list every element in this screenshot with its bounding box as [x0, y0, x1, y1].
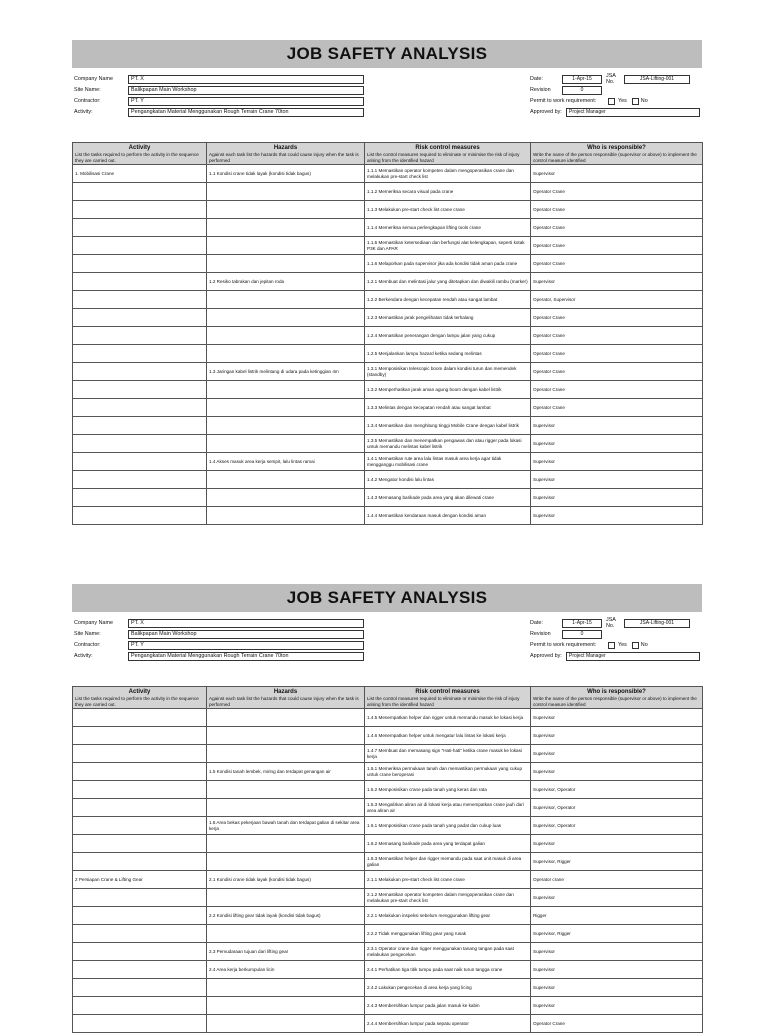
activity-cell [73, 435, 207, 453]
hazard-cell: 2.2 Kondisi lifting gear tidak layak (kondisi tidak bagus) [207, 907, 365, 925]
date-field: 1-Apr-15 [562, 75, 602, 84]
hazard-cell [207, 799, 365, 817]
hazard-cell [207, 219, 365, 237]
table-row [73, 291, 703, 309]
table-row [73, 219, 703, 237]
page-title: JOB SAFETY ANALYSIS [72, 584, 702, 612]
responsible-cell: Operator Crane [531, 183, 703, 201]
table-row [73, 345, 703, 363]
responsible-cell: Operator Crane [531, 327, 703, 345]
responsible-header: Who is responsible? Write the name of the person responsible (supervisor or above) to implement the control measure identified [531, 687, 703, 709]
hazard-cell [207, 201, 365, 219]
info-block [72, 74, 702, 142]
activity-cell [73, 273, 207, 291]
date-label: Date: [530, 76, 543, 82]
permit-no-checkbox[interactable] [632, 98, 639, 105]
table-row [73, 817, 703, 835]
table-row [73, 961, 703, 979]
control-cell: 2.4.1 Perhatikan tiga titik tumpu pada saat naik turun tangga crane [365, 961, 531, 979]
activity-label: Activity: [74, 109, 93, 115]
hazard-cell: 1.2 Resiko tabrakan dan jepitan roda [207, 273, 365, 291]
control-cell: 1.2.4 Memastikan penerangan dengan lampu jalan yang cukup [365, 327, 531, 345]
permit-label: Permit to work requirement: [530, 98, 597, 104]
control-cell: 2.3.1 Operator crane dan rigger menggunakan tanang tangan pada saat melakukan pengecekan [365, 943, 531, 961]
control-cell: 1.4.3 Memasang barikade pada area yang akan dilewati crane [365, 489, 531, 507]
hazard-cell [207, 435, 365, 453]
activity-cell [73, 507, 207, 525]
activity-cell [73, 907, 207, 925]
control-cell: 1.2.1 Membuat dan melintasi jalur yang ditetapkan dan diwakili rambu (marker) [365, 273, 531, 291]
contractor-label: Contractor: [74, 642, 101, 648]
control-cell: 1.1.4 Memeriksa semua perlengkapan lifting tools crane [365, 219, 531, 237]
permit-yes-label: Yes [618, 98, 627, 104]
activity-cell [73, 489, 207, 507]
control-cell: 1.1.3 Melakukan pre-start check list crane crane [365, 201, 531, 219]
hazard-cell [207, 309, 365, 327]
activity-cell [73, 979, 207, 997]
contractor-label: Contractor: [74, 98, 101, 104]
control-cell: 2.4.3 Membersihkan lumpur pada jalan masuk ke kabin [365, 997, 531, 1015]
activity-field: Pengangkatan Material Menggunakan Rough Terrain Crane 70ton [128, 652, 364, 661]
responsible-cell: Supervisor [531, 943, 703, 961]
table-row [73, 799, 703, 817]
permit-no-label: No [640, 98, 648, 104]
control-cell: 1.3.2 Memperhatikan jarak aman agung boom dengan kabel listrik [365, 381, 531, 399]
hazards-header: Hazards Against each task list the hazards that could cause injury when the task is performed [207, 687, 365, 709]
hazard-cell: 1.3 Jaringan kabel listrik melintang di udara pada ketinggian 4m [207, 363, 365, 381]
control-cell: 1.2.3 Memastikan jarak pengelihatan tidak terhalang [365, 309, 531, 327]
control-cell: 1.4.1 Memastikan rute area lalu lintas masuk area kerja agar tidak mengganggu mobilisasi crane [365, 453, 531, 471]
activity-cell [73, 1015, 207, 1033]
control-cell: 1.3.4 Memastikan dan menghitung tinggi Mobile Crane dengan kabel listrik [365, 417, 531, 435]
approved-field: Project Manager [566, 652, 700, 661]
table-row [73, 165, 703, 183]
risk-header: Risk control measures List the control measures required to eliminate or minimise the risk of injury arising from the identified hazard [365, 143, 531, 165]
permit-yes-checkbox[interactable] [608, 642, 615, 649]
activity-cell [73, 345, 207, 363]
hazard-cell: 1.1 Kondisi crane tidak layak (kondisi tidak bagus) [207, 165, 365, 183]
contractor-field: PT. Y [128, 641, 364, 650]
activity-cell [73, 219, 207, 237]
approved-label: Approved by: [530, 109, 562, 115]
activity-cell [73, 745, 207, 763]
control-cell: 1.1.6 Melaporkan pada supervisor jika ada kondisi tidak aman pada crane [365, 255, 531, 273]
permit-no-label: No [640, 642, 648, 648]
control-cell: 1.1.2 Memeriksa secara visual pada crane [365, 183, 531, 201]
control-cell: 1.5.3 Mengalirkan aliran air di lokasi kerja atau menempatkan crane jauh dari area aliran air [365, 799, 531, 817]
hazard-cell [207, 781, 365, 799]
activity-cell [73, 853, 207, 871]
table-row [73, 871, 703, 889]
activity-cell [73, 781, 207, 799]
hazard-cell [207, 997, 365, 1015]
responsible-cell: Supervisor [531, 763, 703, 781]
control-cell: 1.2.5 Menjalankan lampu hazard ketika sedang melintas [365, 345, 531, 363]
hazard-cell [207, 925, 365, 943]
table-row [73, 507, 703, 525]
activity-cell [73, 237, 207, 255]
table-row [73, 273, 703, 291]
hazard-cell [207, 237, 365, 255]
table-row [73, 237, 703, 255]
control-cell: 1.1.5 Memastikan ketersediaan dan berfungsi alat kelengkapan, seperti kotak P3K dan APAR [365, 237, 531, 255]
company-field: PT. X [128, 75, 364, 84]
hazard-cell [207, 745, 365, 763]
responsible-cell: Supervisor [531, 273, 703, 291]
responsible-cell: Supervisor [531, 471, 703, 489]
hazard-cell [207, 345, 365, 363]
hazard-cell [207, 417, 365, 435]
hazard-cell [207, 255, 365, 273]
activity-cell [73, 255, 207, 273]
site-field: Balikpapan Main Workshop [128, 630, 364, 639]
activity-cell [73, 309, 207, 327]
control-cell: 1.6.2 Memasang barikade pada area yang terdapat galian [365, 835, 531, 853]
table-row [73, 997, 703, 1015]
responsible-cell: Operator Crane [531, 1015, 703, 1033]
responsible-cell: Supervisor [531, 745, 703, 763]
table-row [73, 471, 703, 489]
hazard-cell [207, 1015, 365, 1033]
activity-header: Activity List the tasks required to perform the activity in the sequence they are carried out. [73, 687, 207, 709]
control-cell: 1.5.2 Memposisikan crane pada tanah yang keras dan rata [365, 781, 531, 799]
responsible-cell: Operator Crane [531, 255, 703, 273]
jsa-page-1 [72, 40, 702, 518]
responsible-cell: Supervisor, Rigger [531, 853, 703, 871]
table-row [73, 201, 703, 219]
revision-field: 0 [562, 630, 602, 639]
activity-field: Pengangkatan Material Menggunakan Rough Terrain Crane 70ton [128, 108, 364, 117]
table-row [73, 907, 703, 925]
activity-cell [73, 183, 207, 201]
activity-header: Activity List the tasks required to perform the activity in the sequence they are carried out. [73, 143, 207, 165]
responsible-cell: Supervisor [531, 889, 703, 907]
responsible-cell: Supervisor, Operator [531, 817, 703, 835]
responsible-cell: Supervisor, Operator [531, 781, 703, 799]
info-block [72, 618, 702, 686]
table-row [73, 255, 703, 273]
responsible-cell: Supervisor [531, 489, 703, 507]
jsa-field: JSA-Lifting-001 [624, 619, 690, 628]
hazard-cell: 1.5 Kondisi tanah lembek, miring dan terdapat genangan air [207, 763, 365, 781]
activity-cell [73, 471, 207, 489]
hazard-cell [207, 471, 365, 489]
hazard-cell [207, 835, 365, 853]
hazard-cell [207, 889, 365, 907]
table-row [73, 1015, 703, 1033]
company-field: PT. X [128, 619, 364, 628]
table-row [73, 309, 703, 327]
hazards-header: Hazards Against each task list the hazards that could cause injury when the task is performed [207, 143, 365, 165]
date-field: 1-Apr-15 [562, 619, 602, 628]
table-row [73, 763, 703, 781]
control-cell: 1.1.1 Memastikan operator kompeten dalam mengoperasikan crane dan melakukan pre-start check list [365, 165, 531, 183]
activity-cell [73, 291, 207, 309]
activity-cell [73, 889, 207, 907]
activity-cell [73, 709, 207, 727]
control-cell: 1.4.7 Membuat dan memasang sign "Hati-hati" ketika crane masuk ke lokasi kerja [365, 745, 531, 763]
control-cell: 1.6.3 Memastikan helper dan rigger memandu pada saat unit masuk di area galian [365, 853, 531, 871]
responsible-cell: Operator Crane [531, 237, 703, 255]
control-cell: 1.4.2 Mengatur kondisi lalu lintas [365, 471, 531, 489]
hazard-cell: 1.4 Akses masuk area kerja sempit, lalu lintas ramai [207, 453, 365, 471]
permit-no-checkbox[interactable] [632, 642, 639, 649]
approved-field: Project Manager [566, 108, 700, 117]
table-row [73, 853, 703, 871]
activity-cell [73, 363, 207, 381]
table-row [73, 835, 703, 853]
hazard-cell [207, 291, 365, 309]
activity-cell [73, 327, 207, 345]
control-cell: 1.5.1 Memeriksa permukaan tanah dan memastikan permukaan yang cukup untuk crane beroperasi [365, 763, 531, 781]
responsible-cell: Supervisor [531, 961, 703, 979]
site-label: Site Name: [74, 631, 101, 637]
responsible-cell: Operator, Supervisor [531, 291, 703, 309]
responsible-cell: Supervisor [531, 507, 703, 525]
table-row [73, 943, 703, 961]
revision-label: Revision [530, 87, 551, 93]
hazard-cell [207, 183, 365, 201]
hazard-cell: 2.3 Pemudaraan tujuan dari lifting gear [207, 943, 365, 961]
hazard-cell: 2.1 Kondisi crane tidak layak (kondisi tidak bagus) [207, 871, 365, 889]
control-cell: 2.4.4 Membersihkan lumpur pada sepatu operator [365, 1015, 531, 1033]
activity-cell [73, 997, 207, 1015]
revision-label: Revision [530, 631, 551, 637]
approved-label: Approved by: [530, 653, 562, 659]
contractor-field: PT. Y [128, 97, 364, 106]
control-cell: 1.3.3 Melintas dengan kecepatan rendah atau sangat lambat [365, 399, 531, 417]
responsible-cell: Supervisor [531, 979, 703, 997]
responsible-cell: Supervisor [531, 417, 703, 435]
responsible-cell: Supervisor, Rigger [531, 925, 703, 943]
responsible-cell: Supervisor [531, 997, 703, 1015]
company-label: Company Name [74, 620, 113, 626]
responsible-cell: Supervisor [531, 835, 703, 853]
responsible-cell: Operator Crane [531, 201, 703, 219]
activity-cell [73, 417, 207, 435]
activity-cell [73, 399, 207, 417]
jsa-table [72, 686, 703, 1033]
activity-cell: 2 Persiapan Crane & Lifting Gear [73, 871, 207, 889]
activity-cell: 1. Mobilisasi Crane [73, 165, 207, 183]
activity-cell [73, 817, 207, 835]
site-label: Site Name: [74, 87, 101, 93]
responsible-cell: Supervisor [531, 435, 703, 453]
activity-cell [73, 763, 207, 781]
table-row [73, 727, 703, 745]
risk-header: Risk control measures List the control measures required to eliminate or minimise the risk of injury arising from the identified hazard [365, 687, 531, 709]
table-row [73, 781, 703, 799]
activity-cell [73, 925, 207, 943]
hazard-cell [207, 709, 365, 727]
hazard-cell [207, 507, 365, 525]
hazard-cell [207, 327, 365, 345]
jsa-table [72, 142, 703, 525]
activity-cell [73, 835, 207, 853]
control-cell: 1.2.2 Berkendara dengan kecepatan rendah atau sangat lambat [365, 291, 531, 309]
responsible-cell: Operator Crane [531, 381, 703, 399]
control-cell: 1.3.5 Memastikan dan menempatkan pengawas dan atau rigger pada lokasi untuk memandu melintas kabel listrik [365, 435, 531, 453]
date-label: Date: [530, 620, 543, 626]
responsible-cell: Supervisor [531, 727, 703, 745]
control-cell: 2.2.2 Tidak menggunakan lifting gear yang rusak [365, 925, 531, 943]
table-row [73, 363, 703, 381]
permit-label: Permit to work requirement: [530, 642, 597, 648]
activity-cell [73, 961, 207, 979]
responsible-cell: Supervisor [531, 709, 703, 727]
responsible-header: Who is responsible? Write the name of the person responsible (supervisor or above) to implement the control measure identified [531, 143, 703, 165]
control-cell: 2.1.2 Memastikan operator kompeten dalam mengoperasikan crane dan melakukan pre-start check list [365, 889, 531, 907]
hazard-cell: 1.6 Area bekas pekerjaan bawah tanah dan terdapat galian di sekitar area kerja [207, 817, 365, 835]
table-row [73, 183, 703, 201]
control-cell: 1.4.5 Menempatkan helper dan rigger untuk memandu masuk ke lokasi kerja [365, 709, 531, 727]
activity-cell [73, 381, 207, 399]
responsible-cell: Operator Crane [531, 219, 703, 237]
control-cell: 1.4.6 Menempatkan helper untuk mengatur lalu lintas ke lokasi kerja [365, 727, 531, 745]
hazard-cell [207, 853, 365, 871]
responsible-cell: Rigger [531, 907, 703, 925]
hazard-cell [207, 399, 365, 417]
site-field: Balikpapan Main Workshop [128, 86, 364, 95]
control-cell: 2.1.1 Melakukan pre-start check list crane crane [365, 871, 531, 889]
responsible-cell: Supervisor [531, 165, 703, 183]
table-row [73, 327, 703, 345]
activity-cell [73, 201, 207, 219]
table-row [73, 889, 703, 907]
control-cell: 2.4.2 Lakukan pengecekan di area kerja yang licing [365, 979, 531, 997]
hazard-cell: 2.4 Area kerja berkumpulan licin [207, 961, 365, 979]
table-row [73, 925, 703, 943]
control-cell: 2.2.1 Melakukan inspeksi sebelum menggunakan lifting gear [365, 907, 531, 925]
company-label: Company Name [74, 76, 113, 82]
jsa-field: JSA-Lifting-001 [624, 75, 690, 84]
responsible-cell: Operator Crane [531, 399, 703, 417]
table-row [73, 381, 703, 399]
control-cell: 1.6.1 Memposisikan crane pada tanah yang padat dan cukup luas [365, 817, 531, 835]
hazard-cell [207, 489, 365, 507]
activity-cell [73, 799, 207, 817]
permit-yes-label: Yes [618, 642, 627, 648]
hazard-cell [207, 979, 365, 997]
jsa-label: JSA No. [606, 73, 616, 85]
activity-label: Activity: [74, 653, 93, 659]
hazard-cell [207, 727, 365, 745]
control-cell: 1.3.1 Memposisikan telescopic boom dalam kondisi turun dan memendek (standby) [365, 363, 531, 381]
jsa-page-2 [72, 584, 702, 1024]
revision-field: 0 [562, 86, 602, 95]
activity-cell [73, 453, 207, 471]
responsible-cell: Operator Crane [531, 363, 703, 381]
jsa-label: JSA No. [606, 617, 616, 629]
responsible-cell: Supervisor [531, 453, 703, 471]
table-row [73, 417, 703, 435]
table-row [73, 453, 703, 471]
page-title: JOB SAFETY ANALYSIS [72, 40, 702, 68]
control-cell: 1.4.4 Memastikan kendaraan masuk dengan kondisi aman [365, 507, 531, 525]
activity-cell [73, 943, 207, 961]
table-row [73, 979, 703, 997]
table-row [73, 489, 703, 507]
responsible-cell: Supervisor, Operator [531, 799, 703, 817]
permit-yes-checkbox[interactable] [608, 98, 615, 105]
hazard-cell [207, 381, 365, 399]
responsible-cell: Operator crane [531, 871, 703, 889]
table-row [73, 435, 703, 453]
responsible-cell: Operator Crane [531, 345, 703, 363]
activity-cell [73, 727, 207, 745]
table-row [73, 399, 703, 417]
table-row [73, 709, 703, 727]
table-row [73, 745, 703, 763]
responsible-cell: Operator Crane [531, 309, 703, 327]
